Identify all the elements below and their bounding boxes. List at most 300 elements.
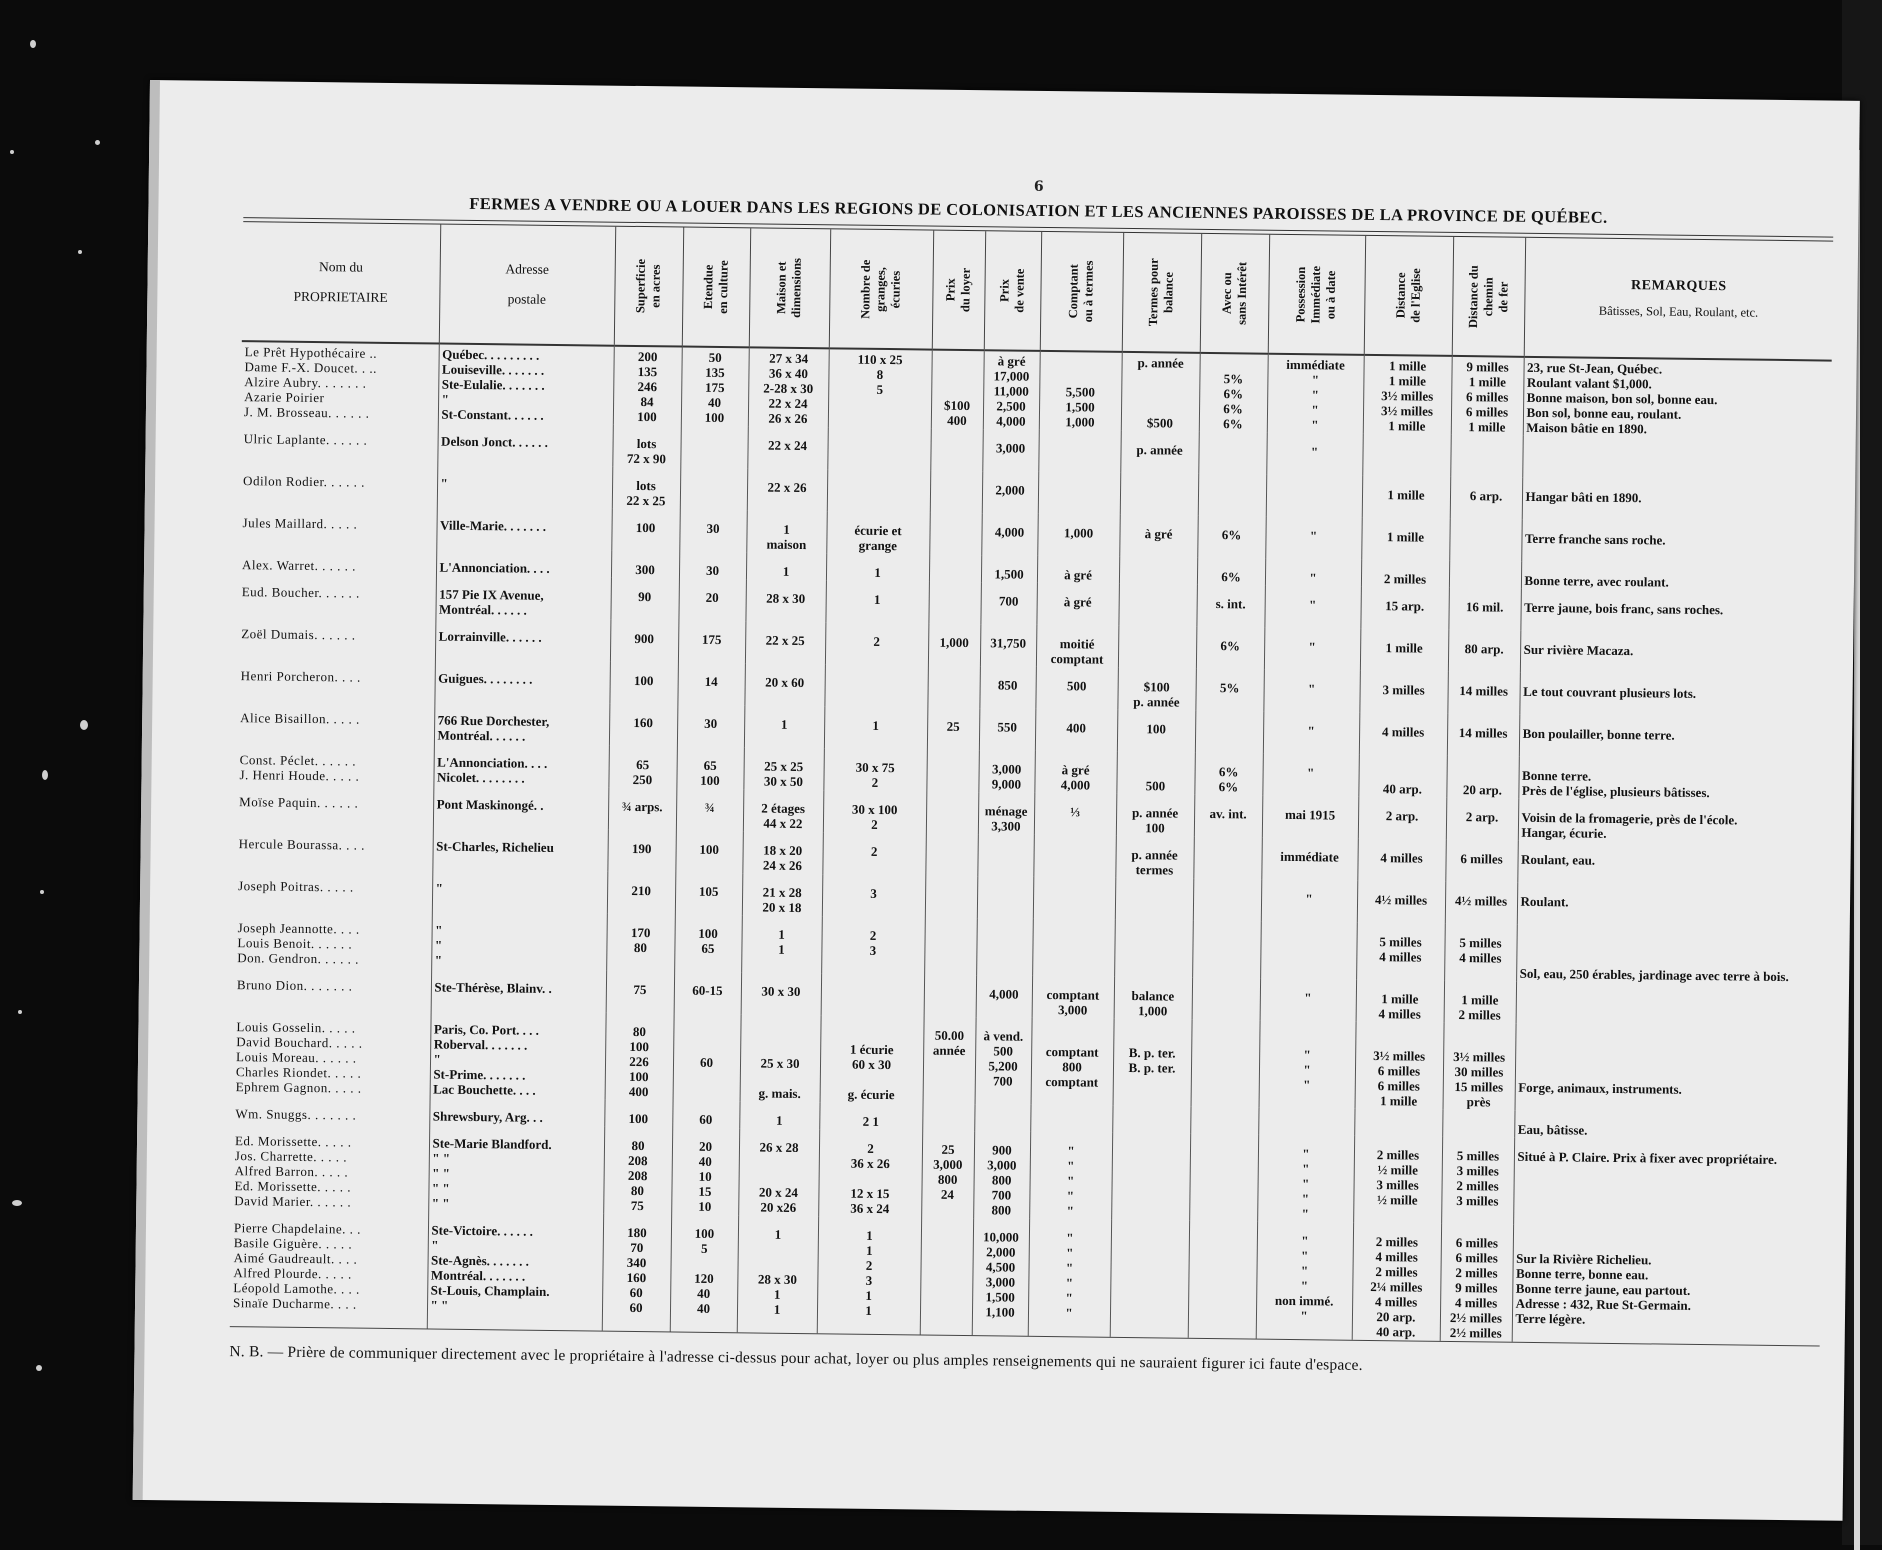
cell-owner: Jules Maillard. . . . . (242, 515, 358, 532)
col-header-railway: Distance du chemin de fer (1452, 237, 1525, 357)
cell-cash: 1,000 (1037, 514, 1120, 557)
document-page (133, 80, 1860, 1521)
cell-balance: $100 p. année (1117, 668, 1196, 711)
cell-rent (927, 666, 980, 709)
film-speck (18, 1010, 22, 1014)
cell-house: 22 x 24 (747, 426, 828, 469)
cell-rent (924, 918, 977, 976)
cell-interest (1198, 432, 1267, 475)
cell-area: 100 (611, 509, 680, 552)
cell-owner: Ed. Morissette. . . . . Jos. Charrette. . . . . Alfred Barron. . . . . Ed. Morissette. . . . . David Marier. . . . . . (234, 1133, 352, 1210)
cell-cash (1030, 1105, 1112, 1133)
cell-rent (930, 429, 983, 472)
cell-rent: 1,000 (928, 624, 981, 667)
cell-railway: 4½ milles (1445, 882, 1518, 925)
col-header-church: Distance de l'Eglise (1364, 236, 1453, 356)
cell-barns: 2 (822, 832, 926, 875)
cell-balance (1120, 473, 1199, 516)
cell-railway: 80 arp. (1448, 630, 1521, 673)
cell-possession: " (1264, 628, 1361, 671)
cell-balance: p. année (1120, 431, 1199, 474)
cell-sale: 10,000 2,000 4,500 3,000 1,500 1,100 (972, 1218, 1029, 1336)
cell-barns (827, 469, 931, 512)
cell-rent (926, 750, 979, 793)
page-binding-edge (133, 80, 160, 1500)
cell-cash: à gré (1037, 556, 1119, 584)
cell-area: 180 70 340 160 60 60 (602, 1214, 671, 1332)
col-header-owner: Nom du PROPRIETAIRE (242, 222, 440, 343)
cell-church: 2 arp. (1358, 797, 1447, 840)
cell-cultivated: 30 (679, 510, 747, 553)
cell-cultivated: 60 (672, 1100, 739, 1128)
cell-cash: 5,500 1,500 1,000 (1039, 351, 1122, 431)
table-body (230, 341, 1832, 1345)
cell-sale: 3,000 9,000 (978, 750, 1035, 793)
film-speck (80, 720, 88, 730)
cell-rent: 25 3,000 800 24 (921, 1131, 974, 1219)
col-header-house: Maison et dimensions (749, 228, 830, 348)
cell-cash: comptant 800 comptant (1031, 1018, 1114, 1106)
cell-balance: p. année $500 (1121, 352, 1200, 432)
cell-sale: 4,000 (976, 975, 1033, 1018)
cell-address: Delson Jonct. . . . . . (437, 423, 613, 467)
cell-cultivated: ¾ (676, 788, 744, 831)
cell-interest (1192, 921, 1261, 979)
cell-sale: 3,000 (982, 429, 1039, 472)
col-header-cash: Comptant ou à termes (1040, 232, 1123, 352)
cell-area: 300 (611, 551, 679, 579)
cell-rent (924, 975, 977, 1018)
cell-church: 4½ milles (1357, 881, 1446, 924)
cell-remarks: Eau, bâtisse. (1514, 1111, 1822, 1142)
cell-balance: p. année termes (1115, 836, 1194, 879)
table-row (230, 1209, 1821, 1345)
cell-sale: ménage 3,300 (978, 792, 1035, 835)
cell-owner: Moïse Paquin. . . . . . (239, 794, 359, 811)
cell-church: 3 milles (1359, 671, 1448, 714)
cell-interest: 6% (1196, 627, 1265, 670)
cell-owner: Alex. Warret. . . . . . (241, 557, 356, 574)
cell-balance: balance 1,000 (1114, 977, 1193, 1020)
col-header-address: Adresse postale (439, 225, 615, 346)
cell-remarks (1516, 982, 1824, 1028)
cell-rent (920, 1218, 973, 1336)
cell-balance (1111, 1133, 1190, 1221)
cell-balance: 100 (1117, 710, 1196, 753)
cell-remarks: Bonne terre, avec roulant. (1521, 562, 1829, 593)
cell-sale: 31,750 (980, 624, 1037, 667)
cell-rent (925, 834, 978, 877)
cell-interest (1193, 837, 1262, 880)
cell-church: 1 mille 4 milles (1356, 980, 1445, 1023)
cell-interest: 5% (1195, 669, 1264, 712)
cell-rent: $100 400 (931, 350, 984, 430)
cell-address: L'Annonciation. . . . (436, 549, 611, 578)
cell-cultivated: 65 100 (676, 746, 744, 789)
cell-cash (1038, 472, 1121, 515)
cell-address: " (432, 870, 608, 914)
cell-barns: 1 (826, 553, 929, 581)
cell-cultivated: 175 (678, 620, 746, 663)
cell-cash (1032, 919, 1115, 977)
cell-house: 18 x 20 24 x 26 (742, 831, 823, 874)
cell-possession: " (1265, 517, 1362, 560)
cell-balance: p. année 100 (1116, 794, 1195, 837)
cell-railway: 6 milles 6 milles 2 milles 9 milles 4 milles 2½ milles 2½ milles (1440, 1224, 1513, 1342)
cell-possession (1258, 1108, 1354, 1136)
cell-cash (1033, 877, 1116, 920)
cell-church: 1 mille (1360, 629, 1449, 672)
cell-area: 80 100 226 100 400 (605, 1013, 674, 1101)
cell-church: 2 milles (1361, 560, 1449, 588)
cell-barns: écurie et grange (826, 511, 930, 554)
farms-table (230, 222, 1833, 1345)
film-speck (78, 250, 82, 254)
cell-interest (1189, 1134, 1258, 1222)
cell-area: 170 80 (606, 914, 675, 972)
cell-address: Shrewsbury, Arg. . . (429, 1097, 604, 1126)
col-header-remarks: REMARQUES Bâtisses, Sol, Eau, Roulant, etc. (1524, 238, 1833, 361)
cell-house: 1 1 (741, 915, 822, 973)
cell-balance (1112, 1106, 1190, 1134)
cell-area: 80 208 208 80 75 (603, 1127, 672, 1215)
cell-area: 90 (610, 578, 679, 621)
cell-cash: ⅓ (1034, 793, 1117, 836)
cell-barns (827, 427, 931, 470)
cell-house: 28 x 30 (745, 579, 826, 622)
cell-owner: Zoël Dumais. . . . . . (241, 626, 356, 643)
cell-railway (1450, 435, 1523, 478)
cell-possession: " (1265, 559, 1361, 587)
cell-cash (1033, 835, 1116, 878)
cell-church: 15 arp. (1360, 587, 1449, 630)
cell-railway: 2 arp. (1446, 798, 1519, 841)
cell-interest (1198, 474, 1267, 517)
cell-balance (1114, 920, 1193, 978)
cell-address: Pont Maskinongé. . (433, 786, 609, 830)
cell-address: Ste-Victoire. . . . . . " Ste-Agnès. . . . . . . Montréal. . . . . . . St-Louis, Champlain. " " (427, 1211, 603, 1330)
cell-house: 2 étages 44 x 22 (743, 789, 824, 832)
cell-possession: " (1263, 670, 1360, 713)
cell-cultivated: 100 65 (674, 914, 742, 972)
cell-church (1354, 1109, 1442, 1137)
film-speck (40, 890, 44, 894)
cell-sale: 1,500 (981, 555, 1037, 583)
cell-house: 1 28 x 30 1 1 (737, 1215, 818, 1333)
cell-railway: 20 arp. (1446, 756, 1519, 799)
cell-remarks: Hangar bâti en 1890. (1522, 478, 1830, 524)
cell-address: Paris, Co. Port. . . . Roberval. . . . . . . " St-Prime. . . . . . . Lac Bouchette. . . . (430, 1010, 606, 1099)
cell-barns: 1 (825, 580, 929, 623)
cell-railway (1449, 519, 1522, 562)
cell-remarks: Sur rivière Macaza. (1520, 631, 1828, 677)
cell-owner: Joseph Poitras. . . . . (238, 878, 354, 895)
film-speck (30, 40, 36, 48)
cell-sale: 2,000 (982, 471, 1039, 514)
cell-remarks: Terre jaune, bois franc, sans roches. (1520, 589, 1828, 635)
cell-church: 40 arp. (1358, 755, 1447, 798)
cell-house: 1 (746, 552, 826, 580)
col-header-balance: Termes pour balance (1122, 233, 1201, 353)
col-header-area: Superficie en acres (614, 227, 683, 347)
cell-remarks: Roulant. (1517, 883, 1825, 929)
cell-barns: 2 1 (819, 1102, 922, 1130)
film-speck (42, 770, 48, 780)
table-header-row (242, 222, 1833, 360)
cell-possession: " (1263, 712, 1360, 755)
cell-rent (929, 555, 981, 583)
cell-possession (1266, 475, 1363, 518)
col-header-interest: Avec ou sans Intérêt (1200, 234, 1269, 354)
cell-remarks: Situé à P. Claire. Prix à fixer avec propriétaire. (1513, 1138, 1822, 1229)
cell-cultivated: 20 (678, 578, 746, 621)
cell-owner: Henri Porcheron. . . . (240, 668, 361, 685)
cell-cultivated: 30 (679, 552, 746, 580)
cell-interest (1191, 1020, 1260, 1108)
col-header-barns: Nombre de granges, écuries (829, 229, 933, 349)
cell-barns (824, 664, 928, 707)
cell-house: 25 x 25 30 x 50 (743, 747, 824, 790)
cell-railway: 14 milles (1447, 672, 1520, 715)
cell-cultivated: 30 (677, 704, 745, 747)
cell-cash: à gré 4,000 (1034, 751, 1117, 794)
cell-possession: " (1266, 433, 1363, 476)
cell-church: 5 milles 4 milles (1356, 923, 1445, 981)
footnote: N. B. — Prière de communiquer directement avec le propriétaire à l'adresse ci-dessus pour achat, loyer ou plus amples renseignements qui ne sauraient figurer ici faute d'espace. (229, 1343, 1363, 1374)
page-number: 6 (1033, 178, 1044, 195)
cell-owner: Wm. Snuggs. . . . . . . (235, 1106, 357, 1123)
cell-cash: 500 (1035, 667, 1118, 710)
cell-address: Ville-Marie. . . . . . . (436, 507, 612, 551)
cell-cash: " " " " " (1029, 1132, 1112, 1220)
cell-house: 22 x 26 (747, 468, 828, 511)
cell-owner: Hercule Bourassa. . . . (238, 836, 366, 853)
cell-railway: 1 mille 2 milles (1444, 981, 1517, 1024)
cell-cultivated (680, 426, 748, 469)
cell-area: 100 (604, 1100, 672, 1128)
cell-church: 1 mille (1361, 518, 1450, 561)
cell-area: lots 22 x 25 (612, 467, 681, 510)
cell-barns (821, 973, 925, 1016)
col-header-cultivated: Etendue en culture (682, 228, 750, 348)
cell-address: Québec. . . . . . . . . Louiseville. . . . . . . Ste-Eulalie. . . . . . . " St-Constant. . . . . . (438, 344, 614, 425)
cell-balance (1118, 626, 1197, 669)
cell-cash: 400 (1035, 709, 1118, 752)
cell-house: 26 x 28 20 x 24 20 x26 (738, 1128, 819, 1216)
cell-address: Lorrainville. . . . . . (435, 618, 611, 662)
cell-possession: " (1264, 586, 1361, 629)
cell-possession: " " " " non immé. " (1256, 1222, 1353, 1340)
cell-church: 1 mille 1 mille 3½ milles 3½ milles 1 mille (1363, 355, 1452, 435)
cell-remarks: Voisin de la fromagerie, près de l'école. Hangar, écurie. (1518, 799, 1826, 845)
cell-owner: Ulric Laplante. . . . . . (243, 431, 368, 448)
cell-area: 100 (609, 662, 678, 705)
cell-railway: 6 milles (1445, 840, 1518, 883)
cell-barns: 3 (822, 874, 926, 917)
film-speck (95, 140, 100, 145)
cell-house: 1 (744, 705, 825, 748)
cell-remarks (1522, 436, 1830, 482)
page-title: FERMES A VENDRE OU A LOUER DANS LES REGIONS DE COLONISATION ET LES ANCIENNES PAROISSES DE LA PROVINCE DE QUÉBEC. (469, 193, 1608, 227)
cell-barns: 2 36 x 26 12 x 15 36 x 24 (818, 1129, 922, 1217)
cell-railway: 14 milles (1447, 714, 1520, 757)
cell-railway: 9 milles 1 mille 6 milles 6 milles 1 mille (1451, 356, 1524, 436)
cell-rent (929, 513, 982, 556)
cell-area: ¾ arps. (608, 788, 677, 831)
cell-cultivated: 105 (675, 872, 743, 915)
cell-possession: " " " " " (1257, 1135, 1354, 1223)
cell-balance (1118, 584, 1197, 627)
cell-interest: 6% 6% (1194, 753, 1263, 796)
cell-house: 27 x 34 36 x 40 2-28 x 30 22 x 24 26 x 26 (748, 347, 829, 427)
cell-railway (1449, 561, 1521, 589)
cell-railway: 5 milles 3 milles 2 milles 3 milles (1441, 1137, 1514, 1225)
cell-area: 210 (607, 872, 676, 915)
cell-cultivated: 50 135 175 40 100 (681, 347, 749, 427)
cell-owner: Eud. Boucher. . . . . . (241, 584, 360, 601)
cell-possession: " " " (1259, 1021, 1356, 1109)
cell-cultivated: 100 (675, 830, 743, 873)
cell-interest: 5% 6% 6% 6% (1199, 353, 1268, 433)
cell-remarks: 23, rue St-Jean, Québec. Roulant valant $1,000. Bonne maison, bon sol, bonne eau. Bon sol, bonne eau, roulant. Maison bâtie en 1890. (1523, 357, 1832, 440)
cell-barns: 30 x 75 2 (823, 748, 927, 791)
cell-interest (1190, 1107, 1258, 1135)
cell-area: 65 250 (608, 746, 677, 789)
cell-possession: mai 1915 (1262, 796, 1359, 839)
cell-sale: 4,000 (981, 513, 1038, 556)
cell-church: 4 milles (1359, 713, 1448, 756)
cell-interest (1192, 978, 1261, 1021)
cell-address: L'Annonciation. . . . Nicolet. . . . . . . . (433, 744, 609, 788)
cell-possession: immédiate " " " " (1267, 354, 1364, 434)
cell-cultivated: 100 5 120 40 40 (670, 1214, 738, 1332)
cell-cultivated: 20 40 10 15 10 (671, 1127, 739, 1215)
cell-cash: comptant 3,000 (1032, 976, 1115, 1019)
col-header-rent: Prix du loyer (932, 231, 985, 351)
cell-sale (976, 918, 1033, 976)
cell-owner: Pierre Chapdelaine. . . Basile Giguère. . . . . Aimé Gaudreault. . . . Alfred Plourde. . . . . Léopold Lamothe. . . . Sinaïe Ducharme. . . . (232, 1220, 362, 1312)
cell-house: 30 x 30 (741, 972, 822, 1015)
cell-address: Guigues. . . . . . . . (434, 660, 610, 704)
cell-balance: à gré (1119, 515, 1198, 558)
cell-church: 2 milles 4 milles 2 milles 2¼ milles 4 milles 20 arp. 40 arp. (1352, 1223, 1441, 1341)
cell-barns: 1 1 2 3 1 1 (817, 1216, 921, 1334)
cell-railway: 6 arp. (1450, 477, 1523, 520)
cell-address: Ste-Marie Blandford. " " " " " " " " (428, 1124, 604, 1213)
col-header-sale: Prix de vente (984, 231, 1041, 351)
cell-owner: Odilon Rodier. . . . . . (243, 473, 365, 490)
cell-remarks: Bon poulailler, bonne terre. (1519, 715, 1827, 761)
cell-barns: 110 x 25 8 5 (828, 348, 932, 428)
cell-barns: 2 (825, 622, 929, 665)
cell-owner: Const. Péclet. . . . . . J. Henri Houde. . . . . (239, 752, 360, 784)
cell-area: 160 (609, 704, 678, 747)
cell-house: 20 x 60 (744, 663, 825, 706)
cell-area: lots 72 x 90 (612, 425, 681, 468)
cell-railway (1442, 1110, 1514, 1138)
cell-church: 3½ milles 6 milles 6 milles 1 mille (1355, 1022, 1444, 1110)
cell-possession: immédiate (1261, 838, 1358, 881)
cell-area: 190 (607, 830, 676, 873)
cell-barns: 2 3 (821, 916, 925, 974)
cell-remarks: Le tout couvrant plusieurs lots. (1519, 673, 1827, 719)
cell-possession: " (1262, 754, 1359, 797)
cell-interest: 6% (1197, 558, 1265, 586)
cell-balance: 500 (1116, 752, 1195, 795)
cell-rent (930, 471, 983, 514)
cell-possession (1260, 922, 1357, 980)
cell-sale: 900 3,000 800 700 800 (973, 1131, 1030, 1219)
cell-area: 200 135 246 84 100 (613, 346, 682, 426)
cell-remarks: Roulant, eau. (1517, 841, 1825, 887)
cell-address: 157 Pie IX Avenue, Montréal. . . . . . (435, 576, 611, 620)
cell-sale (977, 876, 1034, 919)
cell-sale (974, 1104, 1030, 1132)
cell-church (1362, 434, 1451, 477)
cell-cultivated: 60 (673, 1013, 741, 1101)
cell-house: 21 x 28 20 x 18 (742, 873, 823, 916)
cell-rent (922, 1104, 974, 1132)
cell-area: 75 (606, 971, 675, 1014)
cell-sale: 550 (979, 708, 1036, 751)
cell-cultivated (680, 468, 748, 511)
cell-interest: av. int. (1194, 795, 1263, 838)
cell-balance (1110, 1220, 1189, 1338)
film-speck (36, 1365, 42, 1371)
cell-railway: 3½ milles 30 milles 15 milles près (1443, 1023, 1516, 1111)
cell-cultivated: 14 (677, 662, 745, 705)
cell-sale: 700 (980, 582, 1037, 625)
cell-remarks: Sol, eau, 250 érables, jardinage avec terre à bois. (1516, 925, 1825, 986)
cell-church: 2 milles ½ mille 3 milles ½ mille (1353, 1136, 1442, 1224)
cell-railway: 5 milles 4 milles (1444, 924, 1517, 982)
cell-possession: " (1260, 979, 1357, 1022)
cell-owner: Louis Gosselin. . . . . David Bouchard. . . . . Louis Moreau. . . . . . Charles Riondet. . . . . Ephrem Gagnon. . . . . (235, 1019, 363, 1096)
cell-house: 1 (739, 1101, 819, 1129)
cell-cash: à gré (1036, 583, 1119, 626)
cell-rent: 25 (927, 708, 980, 751)
cell-barns: 1 écurie 60 x 30 g. écurie (820, 1015, 924, 1103)
cell-sale: à vend. 500 5,200 700 (975, 1017, 1032, 1105)
cell-railway: 16 mil. (1448, 588, 1521, 631)
cell-sale: à gré 17,000 11,000 2,500 4,000 (983, 350, 1040, 430)
cell-rent (926, 792, 979, 835)
cell-balance (1119, 557, 1197, 585)
cell-owner: Joseph Jeannotte. . . . Louis Benoit. . . . . . Don. Gendron. . . . . . (237, 920, 360, 967)
cell-interest (1193, 879, 1262, 922)
film-speck (10, 150, 14, 154)
cell-rent (925, 876, 978, 919)
cell-remarks: Bonne terre. Près de l'église, plusieurs bâtisses. (1518, 757, 1826, 803)
cell-cash: " " " " " " (1028, 1219, 1111, 1337)
cell-address: St-Charles, Richelieu (432, 828, 608, 872)
cell-sale (977, 834, 1034, 877)
cell-remarks: Terre franche sans roche. (1521, 520, 1829, 566)
cell-owner: Alice Bisaillon. . . . . (240, 710, 360, 727)
cell-area: 900 (610, 620, 679, 663)
cell-barns: 1 (824, 706, 928, 749)
cell-church: 4 milles (1357, 839, 1446, 882)
cell-house: 25 x 30 g. mais. (740, 1014, 821, 1102)
cell-remarks: Forge, animaux, instruments. (1515, 1024, 1824, 1115)
cell-address: Ste-Thérèse, Blainv. . (431, 969, 607, 1013)
cell-interest: s. int. (1196, 585, 1265, 628)
cell-cash: moitié comptant (1036, 625, 1119, 668)
cell-address: " (437, 465, 613, 509)
cell-remarks: Sur la Rivière Richelieu. Bonne terre, bonne eau. Bonne terre jaune, eau partout. Adresse : 432, Rue St-Germain. Terre légère. (1512, 1225, 1821, 1346)
cell-rent (928, 582, 981, 625)
cell-rent: 50.00 année (923, 1017, 976, 1105)
